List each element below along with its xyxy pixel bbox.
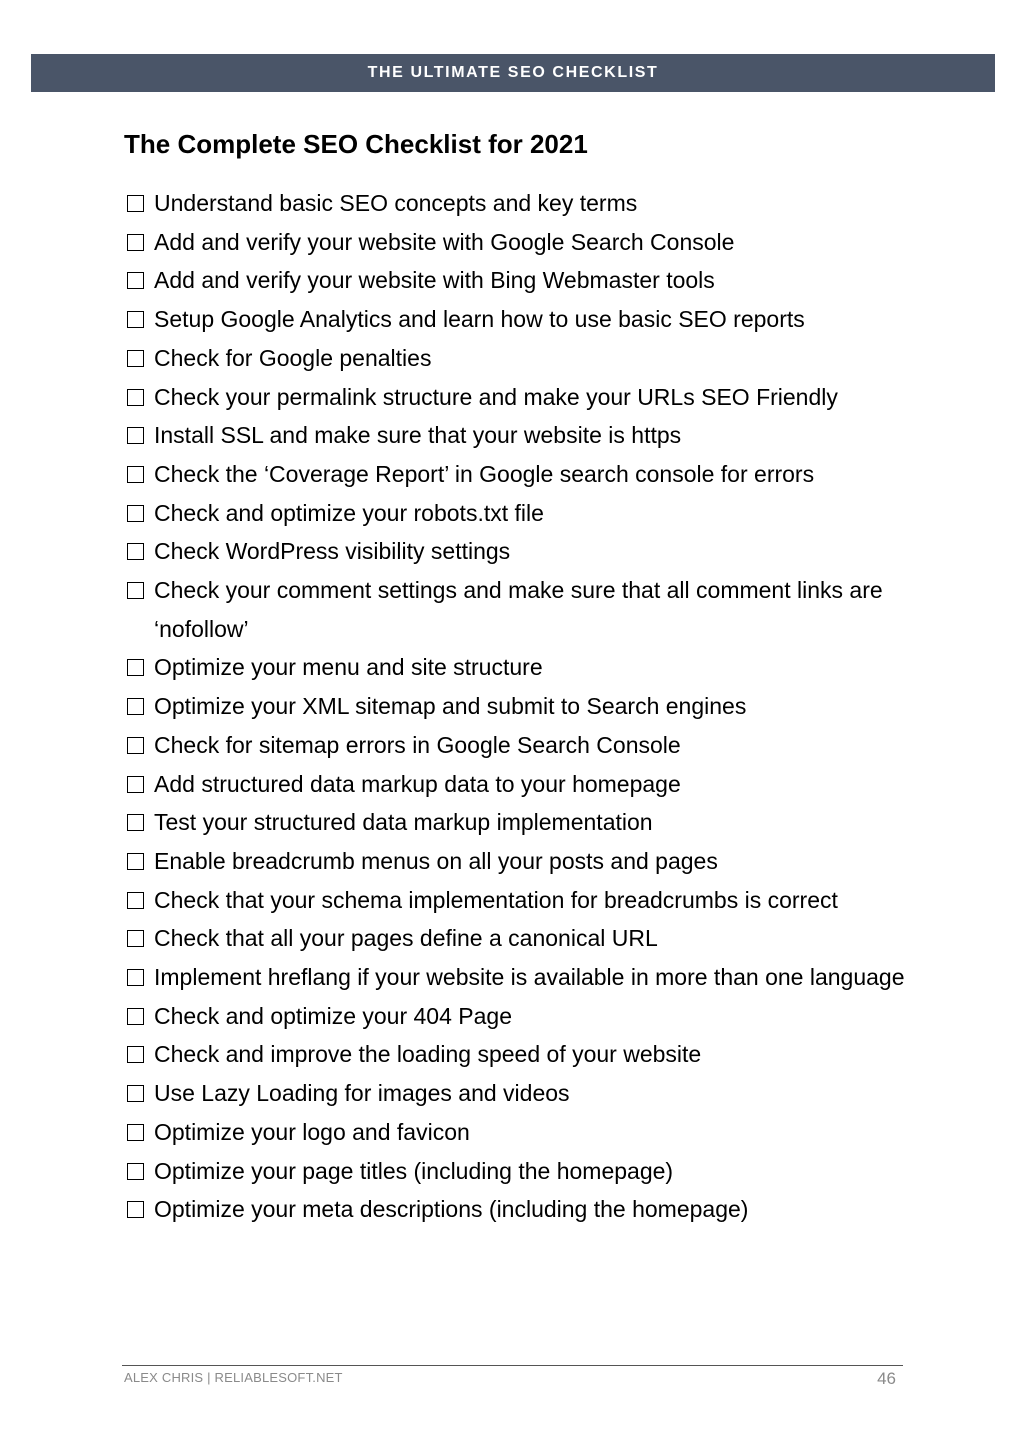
checklist-item-text: Check for sitemap errors in Google Search Console [154,731,681,758]
checklist-item-text: Check the ‘Coverage Report’ in Google search console for errors [154,460,815,487]
checklist-item [124,648,914,687]
checklist-item [124,842,914,881]
checklist-item [124,532,914,571]
checklist-item-text: Check your permalink structure and make your URLs SEO Friendly [154,383,838,410]
checkbox-icon[interactable] [127,969,144,986]
checkbox-icon[interactable] [127,350,144,367]
checklist-item-text: Optimize your logo and favicon [154,1118,470,1145]
checkbox-icon[interactable] [127,582,144,599]
checklist-item-text: Setup Google Analytics and learn how to use basic SEO reports [154,306,805,333]
checkbox-icon[interactable] [127,389,144,406]
checklist-item [124,378,914,417]
checkbox-icon[interactable] [127,505,144,522]
checkbox-icon[interactable] [127,892,144,909]
checklist-item [124,223,914,262]
checklist-item [124,261,914,300]
checklist-item-text: Install SSL and make sure that your website is https [154,422,682,449]
checklist-item [124,881,914,920]
checkbox-icon[interactable] [127,543,144,560]
checklist-item-text: Check that your schema implementation for breadcrumbs is correct [154,886,838,913]
checklist-item [124,919,914,958]
checkbox-icon[interactable] [127,1008,144,1025]
checklist-item-text: Optimize your meta descriptions (including the homepage) [154,1196,749,1223]
checklist-item-text: Check and optimize your 404 Page [154,1002,512,1029]
checkbox-icon[interactable] [127,234,144,251]
checkbox-icon[interactable] [127,272,144,289]
checklist-item [124,1152,914,1191]
checkbox-icon[interactable] [127,1085,144,1102]
checklist-item-text: Optimize your XML sitemap and submit to Search engines [154,693,747,720]
checklist-item-text: Check that all your pages define a canonical URL [154,925,658,952]
checklist-item-text: Implement hreflang if your website is available in more than one language [154,964,905,991]
checkbox-icon[interactable] [127,698,144,715]
checklist-item [124,958,914,997]
footer-author: ALEX CHRIS | RELIABLESOFT.NET [124,1370,343,1385]
checklist-item [124,184,914,223]
checklist-item [124,300,914,339]
checkbox-icon[interactable] [127,814,144,831]
checkbox-icon[interactable] [127,195,144,212]
header-banner-text: THE ULTIMATE SEO CHECKLIST [367,64,659,81]
checkbox-icon[interactable] [127,466,144,483]
checklist-item-text: Test your structured data markup implementation [154,809,653,836]
checklist-item-text: Check and improve the loading speed of your website [154,1041,702,1068]
seo-checklist [124,184,914,1229]
checklist-item [124,687,914,726]
checkbox-icon[interactable] [127,930,144,947]
page-number: 46 [877,1369,896,1388]
checklist-item-text: Check for Google penalties [154,344,432,371]
checklist-item [124,1074,914,1113]
checklist-item [124,339,914,378]
page-title: The Complete SEO Checklist for 2021 [124,129,588,159]
checkbox-icon[interactable] [127,1046,144,1063]
checklist-item [124,416,914,455]
checklist-item [124,1113,914,1152]
footer-divider [122,1365,903,1366]
checklist-item [124,726,914,765]
checklist-item [124,1035,914,1074]
checklist-item [124,997,914,1036]
checkbox-icon[interactable] [127,853,144,870]
checklist-item [124,455,914,494]
checklist-item-text: Add and verify your website with Google Search Console [154,228,735,255]
checkbox-icon[interactable] [127,659,144,676]
checklist-item [124,494,914,533]
checklist-item-text: Use Lazy Loading for images and videos [154,1080,570,1107]
checklist-item-text: Check and optimize your robots.txt file [154,499,544,526]
checklist-item [124,571,914,648]
checklist-item [124,765,914,804]
checklist-item-text: Optimize your menu and site structure [154,654,543,681]
checklist-item-text: Optimize your page titles (including the homepage) [154,1157,674,1184]
checklist-item-text: Add structured data markup data to your homepage [154,770,681,797]
checklist-item-text: Check your comment settings and make sure that all comment links are ‘nofollow’ [154,577,883,642]
checklist-item [124,1190,914,1229]
checkbox-icon[interactable] [127,1201,144,1218]
header-banner [31,54,995,92]
checkbox-icon[interactable] [127,1124,144,1141]
checklist-item-text: Add and verify your website with Bing Webmaster tools [154,267,715,294]
checkbox-icon[interactable] [127,737,144,754]
checklist-item-text: Check WordPress visibility settings [154,538,511,565]
checklist-item-text: Understand basic SEO concepts and key terms [154,190,638,216]
checkbox-icon[interactable] [127,311,144,328]
checkbox-icon[interactable] [127,776,144,793]
checkbox-icon[interactable] [127,427,144,444]
checklist-item [124,803,914,842]
checkbox-icon[interactable] [127,1163,144,1180]
checklist-item-text: Enable breadcrumb menus on all your posts and pages [154,847,718,874]
